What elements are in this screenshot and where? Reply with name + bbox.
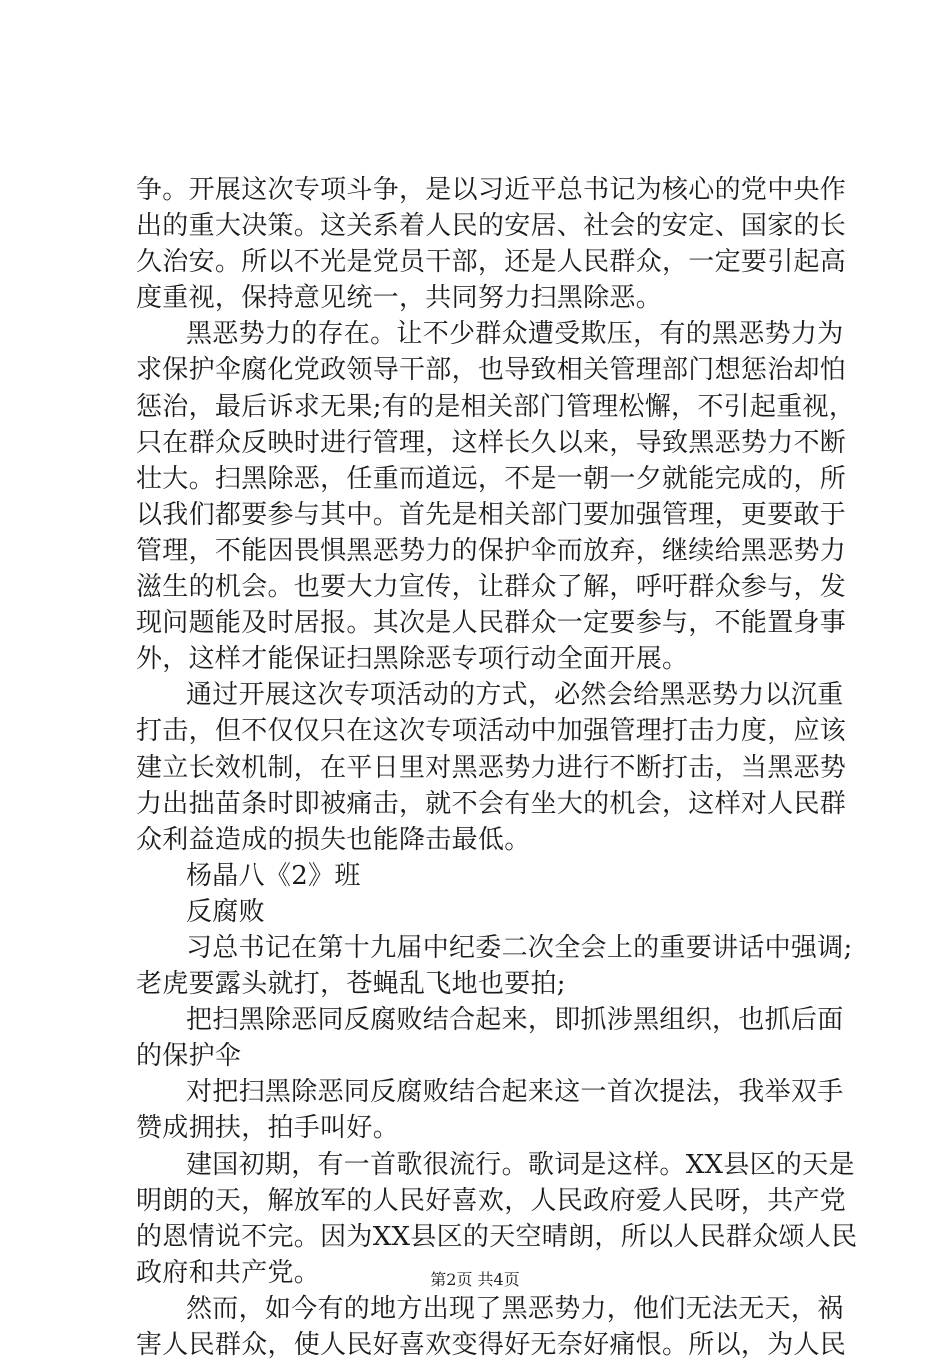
- document-body: [136, 172, 858, 1363]
- text-line: 老虎要露头就打，苍蝇乱飞地也要拍;: [136, 969, 566, 1000]
- text-line: 只在群众反映时进行管理，这样长久以来，导致黑恶势力不断: [136, 427, 847, 458]
- text-line: 惩治，最后诉求无果;有的是相关部门管理松懈，不引起重视，: [136, 391, 856, 422]
- text-line: 争。开展这次专项斗争，是以习近平总书记为核心的党中央作: [136, 175, 847, 205]
- text-line: 建立长效机制，在平日里对黑恶势力进行不断打击，当黑恶势: [136, 752, 847, 783]
- text-line: 壮大。扫黑除恶，任重而道远，不是一朝一夕就能完成的，所: [136, 463, 847, 494]
- text-line: 黑恶势力的存在。让不少群众遭受欺压，有的黑恶势力为: [186, 319, 844, 350]
- text-line: 出的重大决策。这关系着人民的安居、社会的安定、国家的长: [136, 211, 847, 242]
- text-line: 然而，如今有的地方出现了黑恶势力，他们无法无天，祸: [186, 1293, 844, 1324]
- text-line: 政府和共产党。: [136, 1257, 321, 1288]
- text-line: 的恩情说不完。因为XX县区的天空晴朗，所以人民群众颂人民: [136, 1221, 858, 1252]
- text-line: 众利益造成的损失也能降击最低。: [136, 824, 531, 855]
- text-line: 建国初期，有一首歌很流行。歌词是这样。XX县区的天是: [186, 1149, 855, 1180]
- page-number-indicator: 第2页 共4页: [430, 1270, 520, 1289]
- text-line: 明朗的天，解放军的人民好喜欢，人民政府爱人民呀，共产党: [136, 1185, 847, 1216]
- text-line: 度重视，保持意见统一，共同努力扫黑除恶。: [136, 283, 663, 314]
- text-line: 现问题能及时居报。其次是人民群众一定要参与，不能置身事: [136, 608, 847, 639]
- text-line: 力出拙苗条时即被痛击，就不会有坐大的机会，这样对人民群: [136, 788, 847, 819]
- text-line: 以我们都要参与其中。首先是相关部门要加强管理，更要敢于: [136, 499, 847, 530]
- text-line: 赞成拥扶，拍手叫好。: [136, 1113, 400, 1144]
- text-line: 杨晶八《2》班: [186, 860, 361, 891]
- text-line: 打击，但不仅仅只在这次专项活动中加强管理打击力度，应该: [136, 716, 847, 747]
- text-line: 把扫黑除恶同反腐败结合起来，即抓涉黑组织，也抓后面: [186, 1005, 844, 1036]
- text-line: 外，这样才能保证扫黑除恶专项行动全面开展。: [136, 644, 689, 675]
- text-line: 管理，不能因畏惧黑恶势力的保护伞而放弃，继续给黑恶势力: [136, 535, 847, 566]
- text-line: 的保护伞: [136, 1041, 242, 1072]
- text-line: 通过开展这次专项活动的方式，必然会给黑恶势力以沉重: [186, 680, 844, 711]
- text-line: 害人民群众，使人民好喜欢变得好无奈好痛恨。所以，为人民: [136, 1330, 847, 1360]
- text-line: 久治安。所以不光是党员干部，还是人民群众，一定要引起高: [136, 247, 847, 278]
- text-line: 对把扫黑除恶同反腐败结合起来这一首次提法，我举双手: [186, 1077, 844, 1108]
- text-line: 习总书记在第十九届中纪委二次全会上的重要讲话中强调;: [186, 932, 853, 963]
- page-footer: [0, 1270, 950, 1290]
- text-line: 反腐败: [186, 896, 265, 927]
- text-line: 求保护伞腐化党政领导干部，也导致相关管理部门想惩治却怕: [136, 355, 847, 386]
- text-line: 滋生的机会。也要大力宣传，让群众了解，呼吁群众参与，发: [136, 572, 847, 603]
